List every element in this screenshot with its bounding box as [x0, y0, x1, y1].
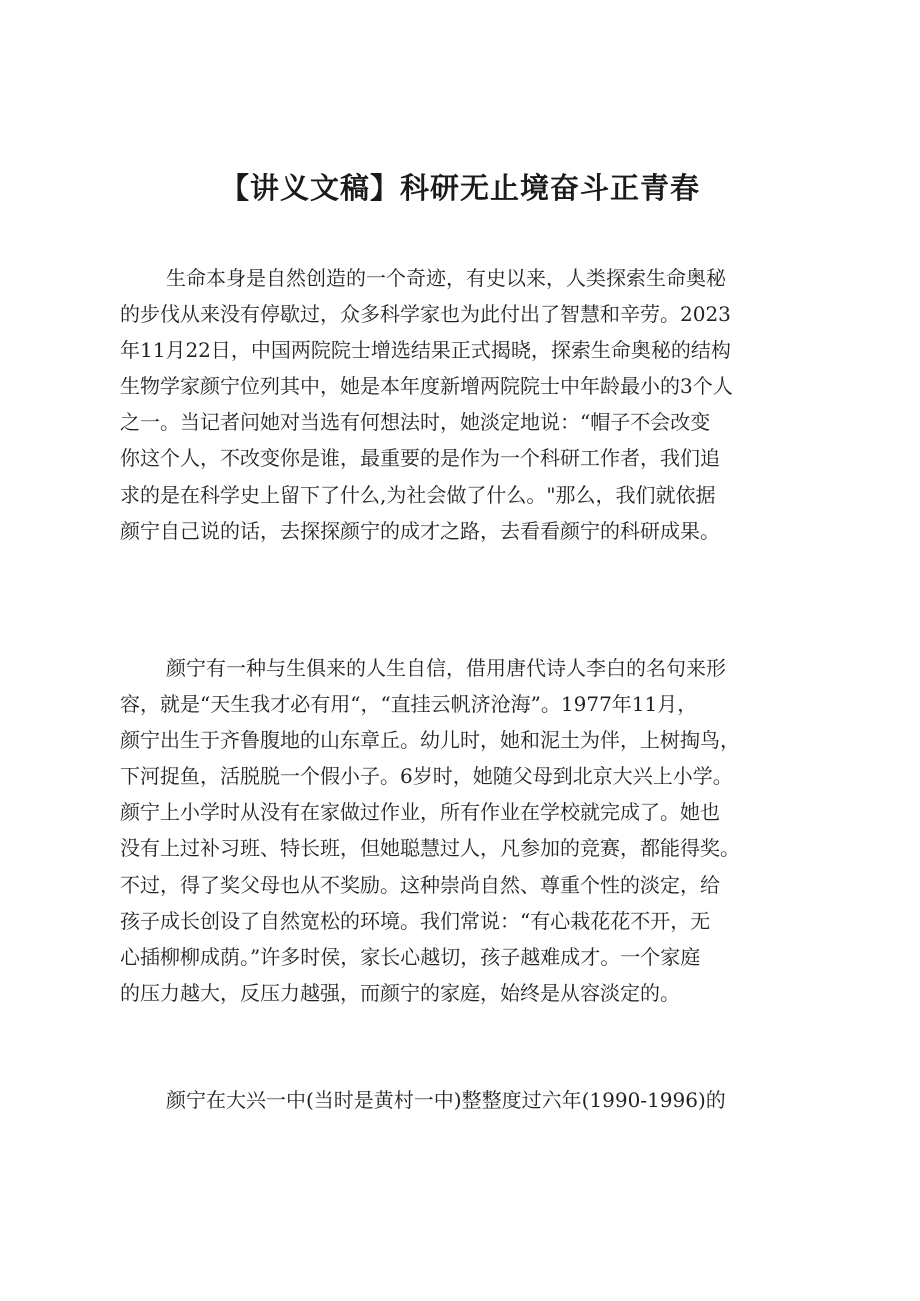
paragraph-line: 的压力越大，反压力越强，而颜宁的家庭，始终是从容淡定的。: [120, 980, 680, 1005]
paragraph-line: 容，就是“天生我才必有用“，“直挂云帆济沧海”。1977年11月，: [120, 692, 698, 717]
paragraph-line: 之一。当记者问她对当选有何想法时，她淡定地说：“帽子不会改变: [120, 410, 711, 435]
document-title: 【讲义文稿】科研无止境奋斗正青春: [219, 171, 700, 205]
paragraph-line: 生命本身是自然创造的一个奇迹，有史以来，人类探索生命奥秘: [166, 266, 726, 290]
paragraph-line: 颜宁在大兴一中(当时是黄村一中)整整度过六年(1990-1996)的: [166, 1088, 726, 1112]
paragraph-3: [120, 1082, 820, 1118]
paragraph-line: 没有上过补习班、特长班，但她聪慧过人，凡参加的竞赛，都能得奖。: [120, 836, 740, 861]
paragraph-line: 颜宁有一种与生俱来的人生自信，借用唐代诗人李白的名句来形: [166, 656, 726, 680]
paragraph-line: 颜宁出生于齐鲁腹地的山东章丘。幼儿时，她和泥土为伴，上树掏鸟，: [120, 728, 740, 753]
paragraph-2: [120, 650, 820, 1011]
paragraph-line: 孩子成长创设了自然宽松的环境。我们常说：“有心栽花花不开，无: [120, 908, 711, 933]
paragraph-line: 颜宁上小学时从没有在家做过作业，所有作业在学校就完成了。她也: [120, 800, 720, 825]
paragraph-line: 年11月22日，中国两院院士增选结果正式揭晓，探索生命奥秘的结构: [120, 338, 731, 363]
paragraph-line: 颜宁自己说的话，去探探颜宁的成才之路，去看看颜宁的科研成果。: [120, 518, 720, 543]
paragraph-1: [120, 260, 820, 549]
paragraph-line: 心插柳柳成荫。”许多时侯，家长心越切，孩子越难成才。一个家庭: [120, 944, 701, 969]
paragraph-line: 求的是在科学史上留下了什么,为社会做了什么。"那么，我们就依据: [120, 482, 716, 507]
paragraph-line: 生物学家颜宁位列其中，她是本年度新增两院院士中年龄最小的3个人: [120, 374, 733, 399]
paragraph-line: 的步伐从来没有停歇过，众多科学家也为此付出了智慧和辛劳。2023: [120, 302, 731, 327]
paragraph-line: 不过，得了奖父母也从不奖励。这种崇尚自然、尊重个性的淡定，给: [120, 872, 720, 897]
paragraph-line: 下河捉鱼，活脱脱一个假小子。6岁时，她随父母到北京大兴上小学。: [120, 764, 733, 789]
paragraph-line: 你这个人，不改变你是谁，最重要的是作为一个科研工作者，我们追: [120, 446, 720, 471]
